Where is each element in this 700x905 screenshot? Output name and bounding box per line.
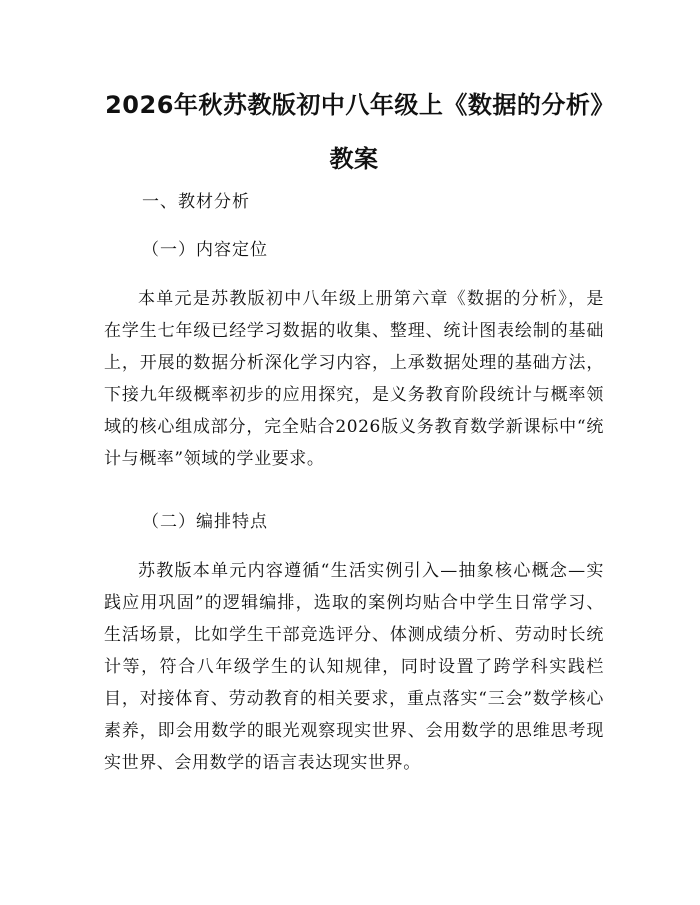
section-heading-textbook-analysis: 一、教材分析	[142, 192, 250, 212]
paragraph-layout-features: 苏教版本单元内容遵循“生活实例引入—抽象核心概念—实践应用巩固”的逻辑编排，选取的案例均贴合中学生日常学习、生活场景，比如学生干部竞选评分、体测成绩分析、劳动时长统计等，符合八年级学生的认知规律，同时设置了跨学科实践栏目，对接体育、劳动教育的相关要求，重点落实“三会”数学核心素养，即会用数学的眼光观察现实世界、会用数学的思维思考现实世界、会用数学的语言表达现实世界。	[104, 561, 604, 773]
paragraph-content-positioning: 本单元是苏教版初中八年级上册第六章《数据的分析》，是在学生七年级已经学习数据的收集、整理、统计图表绘制的基础上，开展的数据分析深化学习内容，上承数据处理的基础方法，下接九年级概率初步的应用探究，是义务教育阶段统计与概率领域的核心组成部分，完全贴合2026版义务教育数学新课标中“统计与概率”领域的学业要求。	[104, 289, 604, 469]
subsection-heading-layout-features: （二）编排特点	[142, 512, 268, 532]
document-title: 2026年秋苏教版初中八年级上《数据的分析》教案	[105, 91, 603, 173]
subsection-heading-content-positioning: （一）内容定位	[142, 240, 268, 260]
